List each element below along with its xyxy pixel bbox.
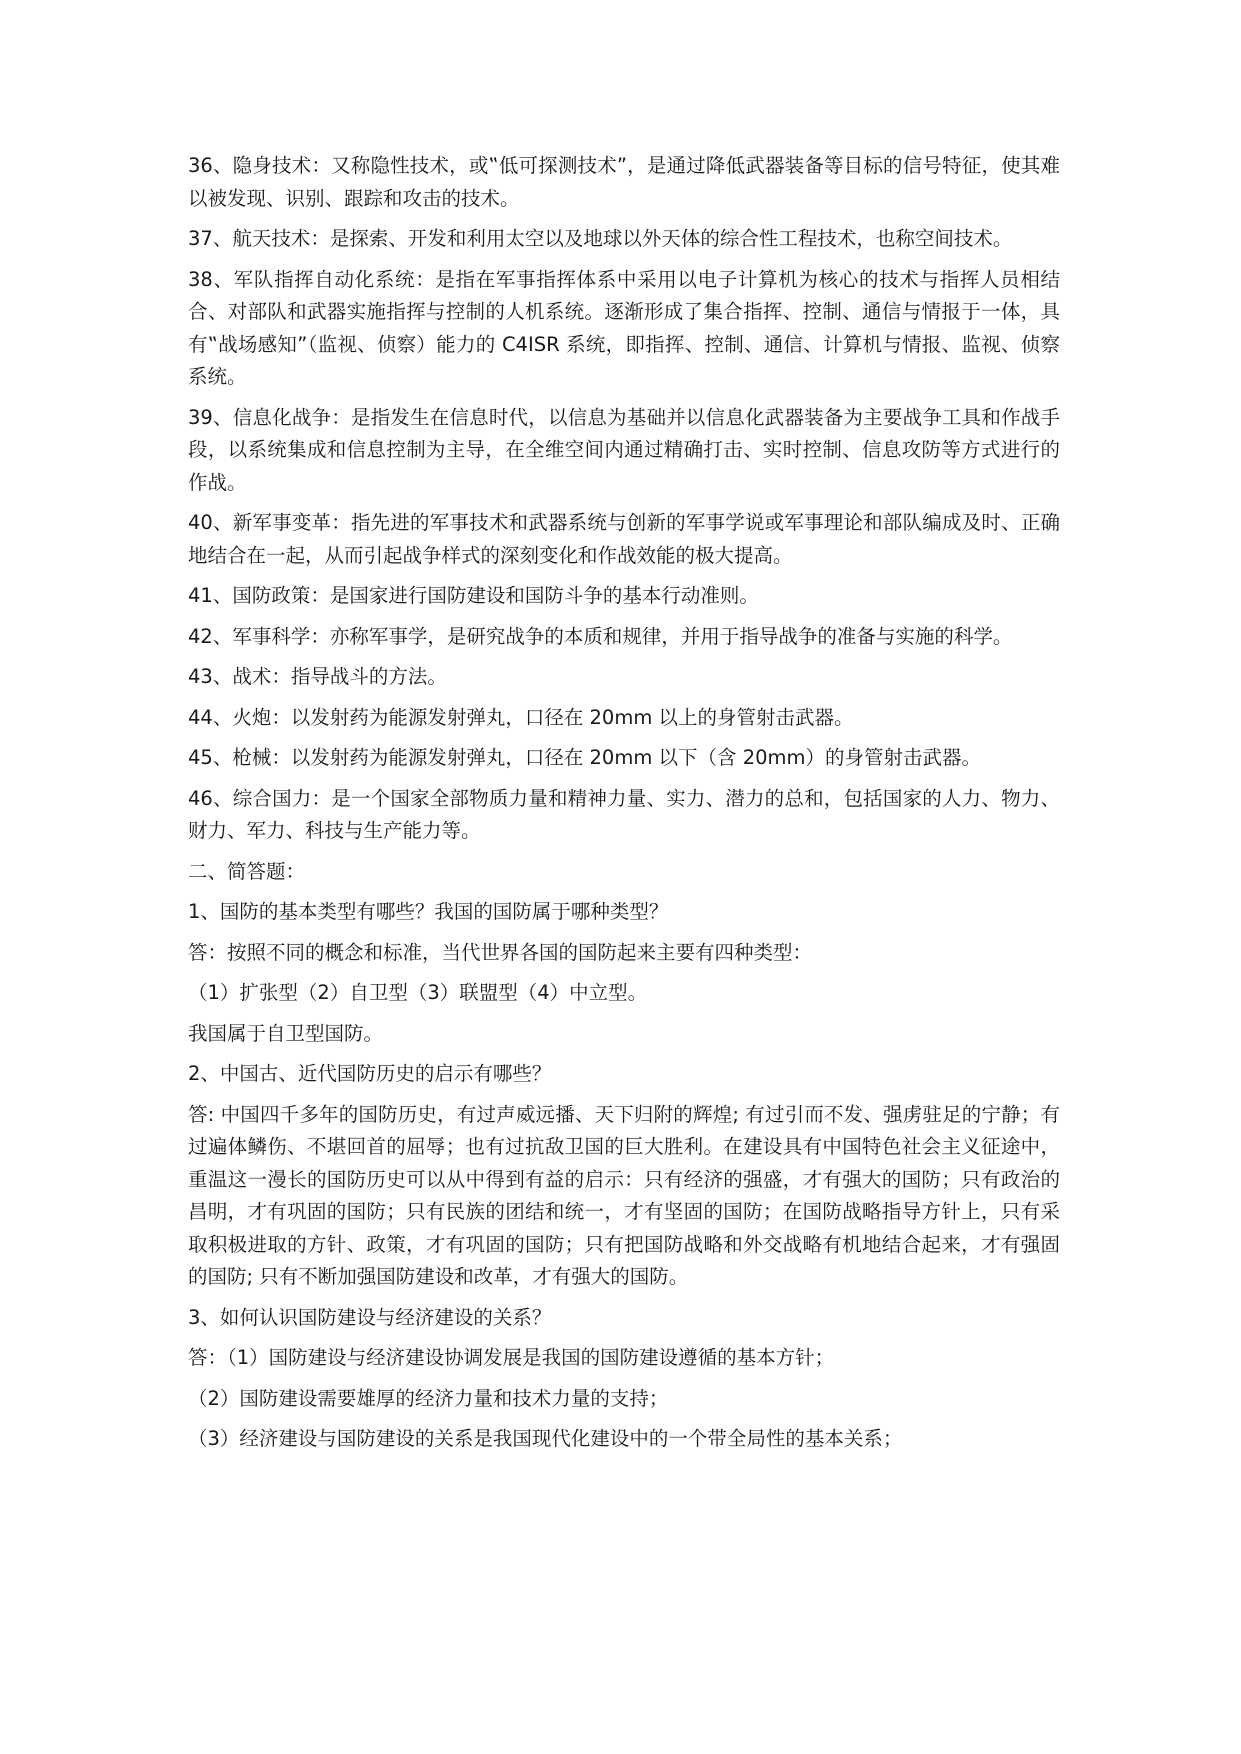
term-39-informatized-warfare: 39、信息化战争：是指发生在信息时代，以信息为基础并以信息化武器装备为主要战争工具和作战手段，以系统集成和信息控制为主导，在全维空间内通过精确打击、实时控制、信息攻防等方式进行的作战。: [188, 405, 1060, 494]
term-43-tactics: 43、战术：指导战斗的方法。: [188, 665, 447, 688]
term-37-space-technology: 37、航天技术：是探索、开发和利用太空以及地球以外天体的综合性工程技术，也称空间技术。: [188, 227, 1013, 250]
term-42-military-science: 42、军事科学：亦称军事学，是研究战争的本质和规律，并用于指导战争的准备与实施的科学。: [188, 624, 1013, 648]
question-3: 3、如何认识国防建设与经济建设的关系？: [188, 1305, 552, 1329]
question-1: 1、国防的基本类型有哪些？我国的国防属于哪种类型？: [188, 900, 669, 923]
term-36-stealth-technology: 36、隐身技术：又称隐性技术，或‟低可探测技术”，是通过降低武器装备等目标的信号特征，使其难以被发现、识别、跟踪和攻击的技术。: [188, 154, 1060, 210]
answer-3-point-2: （2）国防建设需要雄厚的经济力量和技术力量的支持；: [188, 1386, 669, 1410]
answer-3-point-1: 答：（1）国防建设与经济建设协调发展是我国的国防建设遵循的基本方针；: [188, 1346, 835, 1369]
answer-1: 答：按照不同的概念和标准，当代世界各国的国防起来主要有四种类型：: [188, 940, 813, 964]
term-41-defense-policy: 41、国防政策：是国家进行国防建设和国防斗争的基本行动准则。: [188, 584, 759, 607]
document-page: [188, 150, 1060, 1464]
question-2: 2、中国古、近代国防历史的启示有哪些？: [188, 1062, 552, 1085]
term-45-firearms: 45、枪械：以发射药为能源发射弹丸，口径在 20mm 以下（含 20mm）的身管射击武器。: [188, 746, 982, 769]
answer-2: 答: 中国四千多年的国防历史，有过声威远播、天下归附的辉煌; 有过引而不发、强虏驻足的宁静；有过遍体鳞伤、不堪回首的屈辱；也有过抗敌卫国的巨大胜利。在建设具有中国特色社会主义征途中，重温这一漫长的国防历史可以从中得到有益的启示：只有经济的强盛，才有强大的国防；只有政治的昌明，才有巩固的国防；只有民族的团结和统一，才有坚固的国防；在国防战略指导方针上，只有采取积极进取的方针、政策，才有巩固的国防；只有把国防战略和外交战略有机地结合起来，才有强固的国防; 只有不断加强国防建设和改革，才有强大的国防。: [188, 1102, 1060, 1288]
answer-1-types: （1）扩张型（2）自卫型（3）联盟型（4）中立型。: [188, 981, 648, 1004]
answer-1-conclusion: 我国属于自卫型国防。: [188, 1021, 384, 1045]
answer-3-point-3: （3）经济建设与国防建设的关系是我国现代化建设中的一个带全局性的基本关系；: [188, 1427, 903, 1450]
term-40-new-military-revolution: 40、新军事变革：指先进的军事技术和武器系统与创新的军事学说或军事理论和部队编成及时、正确地结合在一起，从而引起战争样式的深刻变化和作战效能的极大提高。: [188, 511, 1060, 567]
term-46-comprehensive-national-power: 46、综合国力：是一个国家全部物质力量和精神力量、实力、潜力的总和，包括国家的人力、物力、财力、军力、科技与生产能力等。: [188, 786, 1060, 842]
term-38-command-automation-system: 38、军队指挥自动化系统：是指在军事指挥体系中采用以电子计算机为核心的技术与指挥人员相结合、对部队和武器实施指挥与控制的人机系统。逐渐形成了集合指挥、控制、通信与情报于一体，具有‟战场感知”（监视、侦察）能力的 C4ISR 系统，即指挥、控制、通信、计算机与情报、监视、侦察系统。: [188, 267, 1060, 388]
term-44-artillery: 44、火炮：以发射药为能源发射弹丸，口径在 20mm 以上的身管射击武器。: [188, 705, 854, 729]
section-heading-short-answer: 二、简答题：: [188, 859, 306, 883]
